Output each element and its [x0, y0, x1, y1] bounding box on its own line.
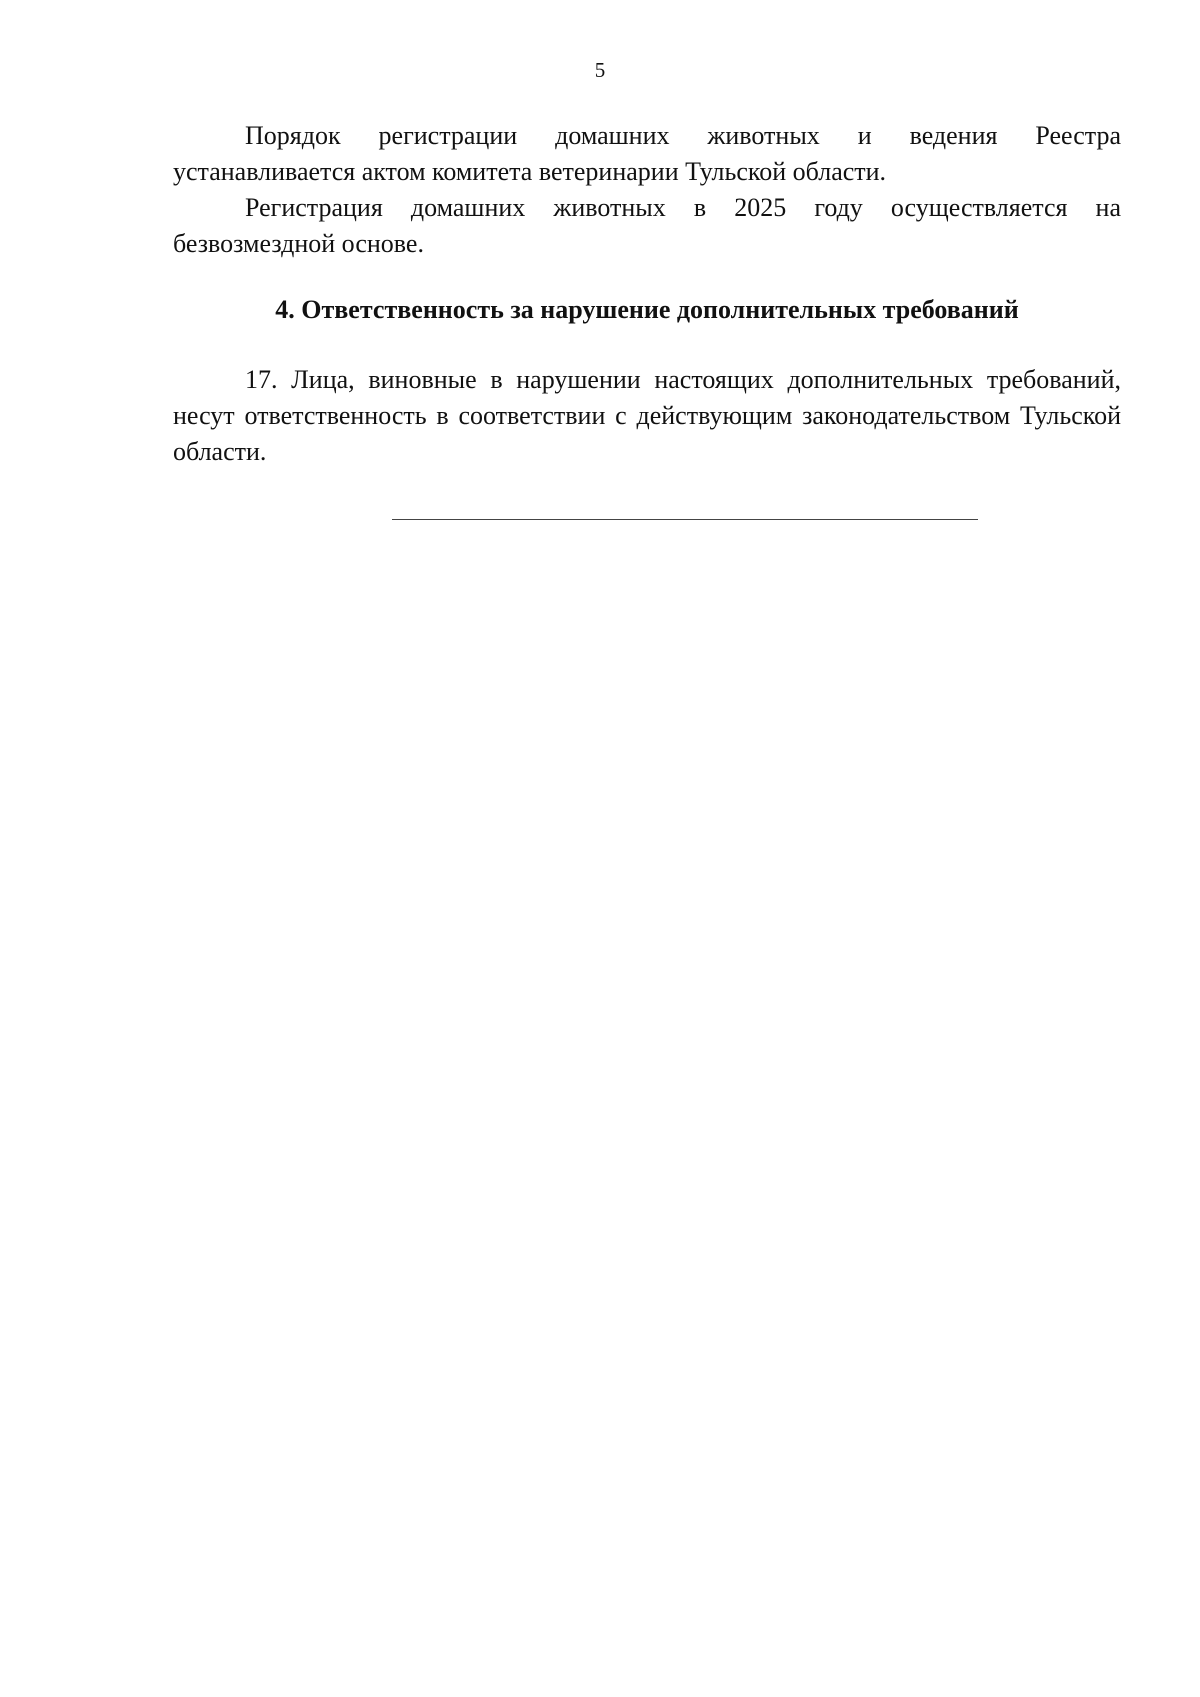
closing-divider-line: [392, 519, 978, 520]
responsibility-text-block: [173, 362, 1121, 470]
section-heading: 4. Ответственность за нарушение дополнительных требований: [275, 295, 1019, 324]
page-number: 5: [594, 58, 606, 82]
paragraph-registration-order: Порядок регистрации домашних животных и ведения Реестра устанавливается актом комитета ветеринарии Тульской области.: [173, 121, 1121, 186]
registration-text-block: [173, 118, 1121, 262]
paragraph-registration-free: Регистрация домашних животных в 2025 году осуществляется на безвозмездной основе.: [173, 193, 1121, 258]
paragraph-17-responsibility: 17. Лица, виновные в нарушении настоящих дополнительных требований, несут ответственность в соответствии с действующим законодательством Тульской области.: [173, 365, 1121, 466]
